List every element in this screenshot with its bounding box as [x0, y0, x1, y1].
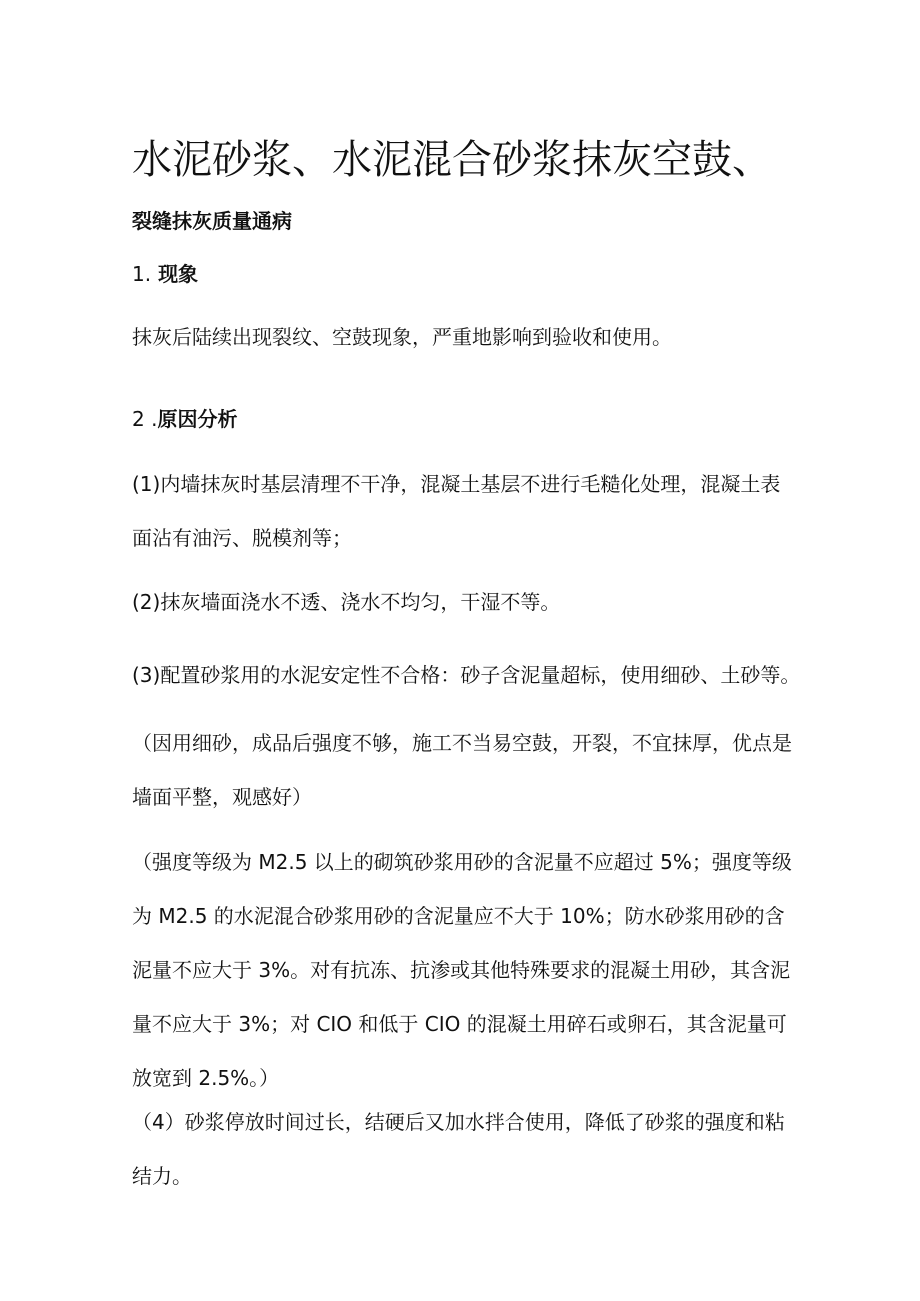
- section-2-title: 原因分析: [157, 407, 238, 431]
- cause-paragraph-2: (2)抹灰墙面浇水不透、浇水不均匀，干湿不等。: [132, 590, 561, 614]
- cause-paragraph-4: （4）砂浆停放时间过长，结硬后又加水拌合使用，降低了砂浆的强度和粘结力。: [132, 1110, 785, 1188]
- section-1-text: 抹灰后陆续出现裂纹、空鼓现象，严重地影响到验收和使用。: [132, 325, 672, 349]
- cause-note-fine-sand: （因用细砂，成品后强度不够，施工不当易空鼓，开裂，不宜抹厚，优点是墙面平整，观感好）: [132, 731, 792, 809]
- document-subtitle: 裂缝抹灰质量通病: [132, 209, 292, 233]
- section-1-heading: [132, 258, 198, 287]
- cause-paragraph-3: (3)配置砂浆用的水泥安定性不合格：砂子含泥量超标，使用细砂、土砂等。: [132, 663, 801, 687]
- cause-paragraph-1: (1)内墙抹灰时基层清理不干净，混凝土基层不进行毛糙化处理，混凝土表面沾有油污、脱模剂等；: [132, 472, 781, 550]
- section-2-number: 2 .: [132, 407, 158, 431]
- section-1-title: 现象: [158, 262, 199, 286]
- section-1-number: 1.: [132, 262, 152, 286]
- cause-note-mud-content: （强度等级为 M2.5 以上的砌筑砂浆用砂的含泥量不应超过 5%；强度等级为 M2.5 的水泥混合砂浆用砂的含泥量应不大于 10%；防水砂浆用砂的含泥量不应大于 3%。对有抗冻、抗渗或其他特殊要求的混凝土用砂，其含泥量不应大于 3%；对 CIO 和低于 CIO 的混凝土用碎石或卵石，其含泥量可放宽到 2.5%。）: [132, 850, 792, 1090]
- section-2-heading: [132, 403, 237, 432]
- document-title: 水泥砂浆、水泥混合砂浆抹灰空鼓、: [132, 137, 772, 183]
